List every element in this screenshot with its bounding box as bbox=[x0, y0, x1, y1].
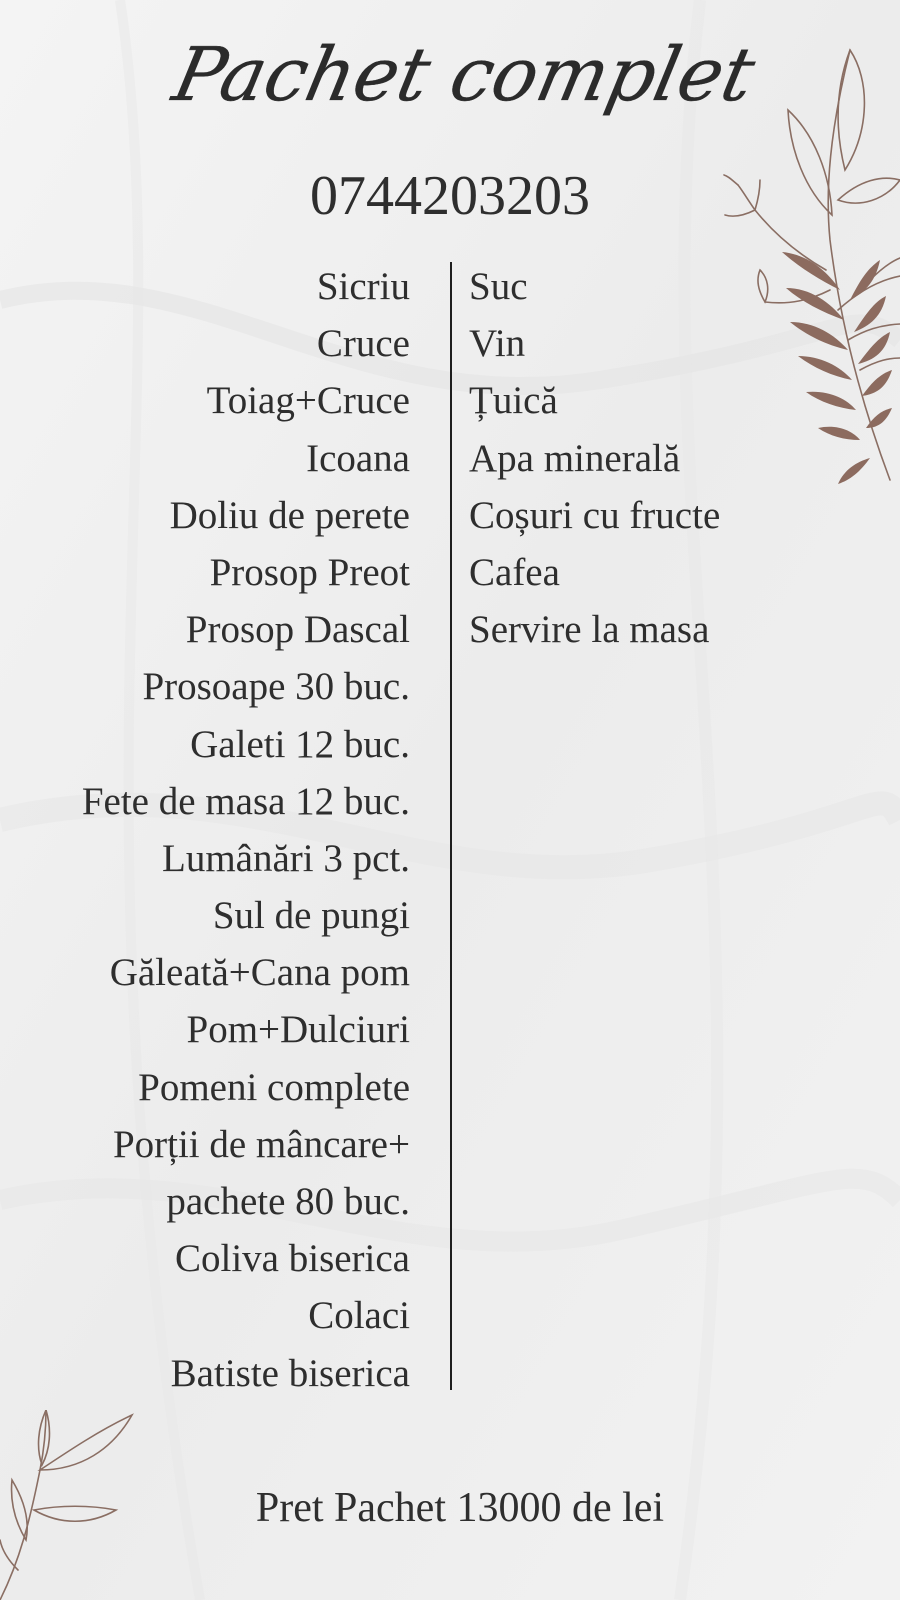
list-item: Țuică bbox=[469, 379, 558, 423]
list-item: Cafea bbox=[469, 550, 560, 594]
list-item: Porții de mâncare+ bbox=[112, 1122, 410, 1166]
list-item: Toiag+Cruce bbox=[206, 379, 410, 423]
list-item: Coșuri cu fructe bbox=[469, 493, 721, 537]
list-item: Prosop Dascal bbox=[185, 608, 410, 652]
list-item: Coliva biserica bbox=[174, 1237, 410, 1281]
list-item: Găleată+Cana pom bbox=[109, 951, 410, 995]
list-item: Pomeni complete bbox=[138, 1065, 410, 1109]
package-price: Pret Pachet 13000 de lei bbox=[255, 1485, 665, 1531]
list-item: Prosoape 30 buc. bbox=[142, 665, 410, 709]
list-item: Servire la masa bbox=[469, 608, 710, 652]
column-divider bbox=[450, 262, 452, 1390]
list-item: Vin bbox=[469, 322, 526, 366]
left-items-list bbox=[0, 258, 410, 1402]
list-item: Icoana bbox=[306, 436, 410, 480]
list-item: Colaci bbox=[308, 1294, 410, 1338]
list-item: Galeti 12 buc. bbox=[190, 722, 410, 766]
phone-number: 0744203203 bbox=[310, 165, 590, 227]
list-item: Apa minerală bbox=[469, 436, 681, 480]
page-title: Pachet complet bbox=[166, 31, 762, 118]
list-item: Pom+Dulciuri bbox=[186, 1008, 410, 1052]
list-item: Doliu de perete bbox=[169, 493, 410, 537]
title-script-heading bbox=[0, 0, 900, 160]
list-item: Lumânări 3 pct. bbox=[162, 836, 410, 880]
list-item: Suc bbox=[469, 265, 528, 308]
list-item: Sul de pungi bbox=[212, 894, 410, 938]
right-items-list bbox=[469, 258, 889, 658]
list-item: Cruce bbox=[316, 322, 410, 366]
list-item: Prosop Preot bbox=[209, 550, 410, 594]
list-item: Fete de masa 12 buc. bbox=[81, 779, 410, 823]
list-item: Sicriu bbox=[316, 265, 410, 308]
list-item: Batiste biserica bbox=[170, 1351, 410, 1395]
list-item: pachete 80 buc. bbox=[166, 1180, 410, 1223]
